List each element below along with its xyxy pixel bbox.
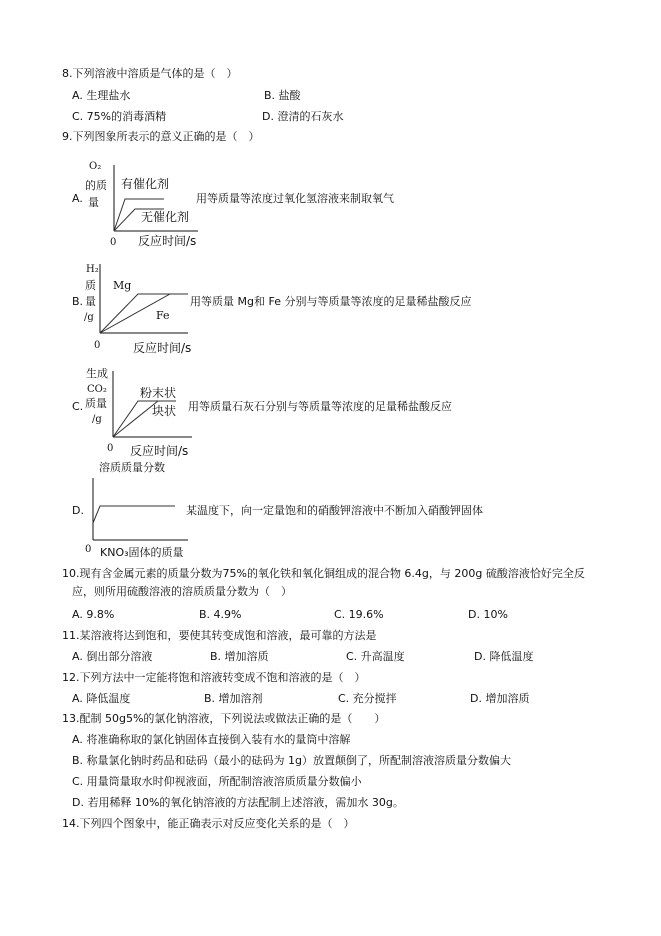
graph-b-ylabel-4: /g bbox=[84, 312, 94, 323]
question-13-stem: 13.配制 50g5%的氯化钠溶液，下列说法或做法正确的是（ ） bbox=[62, 712, 386, 725]
graph-a-origin: 0 bbox=[110, 237, 117, 248]
question-12-stem: 12.下列方法中一定能将饱和溶液转变成不饱和溶液的是（ ） bbox=[62, 671, 366, 684]
graph-d-origin: 0 bbox=[85, 544, 92, 555]
question-11-stem: 11.某溶液将达到饱和，要使其转变成饱和溶液，最可靠的方法是 bbox=[62, 629, 377, 642]
q13-option-c: C. 用量筒量取水时仰视液面，所配制溶液溶质质量分数偏小 bbox=[72, 775, 362, 788]
q13-option-d: D. 若用稀释 10%的氧化钠溶液的方法配制上述溶液，需加水 30g。 bbox=[72, 796, 404, 809]
graph-a-ylabel-3: 量 bbox=[88, 196, 99, 209]
question-8-stem: 8.下列溶液中溶质是气体的是（ ） bbox=[62, 67, 238, 80]
q9-option-a-label: A. bbox=[72, 192, 83, 205]
graph-c-curve-1-label: 粉末状 bbox=[140, 386, 177, 400]
q13-option-b: B. 称量氯化钠时药品和砝码（最小的砝码为 1g）放置颠倒了，所配制溶液溶质量分数偏大 bbox=[72, 754, 512, 767]
q10-option-c: C. 19.6% bbox=[334, 608, 384, 621]
q10-option-d: D. 10% bbox=[468, 608, 508, 621]
graph-b-ylabel-1: H₂ bbox=[86, 264, 99, 275]
graph-d-ylabel: 溶质质量分数 bbox=[99, 461, 165, 474]
q9-option-b-desc: 用等质量 Mg和 Fe 分别与等质量等浓度的足量稀盐酸反应 bbox=[190, 295, 472, 308]
graph-b-ylabel-2: 质 bbox=[85, 279, 96, 292]
graph-a-curve-2-label: 无催化剂 bbox=[141, 210, 190, 224]
graph-c-ylabel-3: 质量 bbox=[85, 397, 107, 410]
q9-option-c-desc: 用等质量石灰石分别与等质量等浓度的足量稀盐酸反应 bbox=[188, 400, 452, 413]
q12-option-c: C. 充分搅拌 bbox=[338, 692, 397, 705]
q12-option-b: B. 增加溶剂 bbox=[204, 692, 263, 705]
graph-c-ylabel-2: CO₂ bbox=[87, 384, 107, 395]
q11-option-b: B. 增加溶质 bbox=[210, 650, 269, 663]
q11-option-c: C. 升高温度 bbox=[346, 650, 405, 663]
q12-option-a: A. 降低温度 bbox=[72, 692, 131, 705]
q9-option-a-desc: 用等质量等浓度过氧化氢溶液来制取氧气 bbox=[196, 192, 394, 205]
graph-a-curve-1-label: 有催化剂 bbox=[121, 177, 170, 191]
question-10-stem-line-1: 10.现有含金属元素的质量分数为75%的氧化铁和氧化铜组成的混合物 6.4g，与 200g 硫酸溶液恰好完全反 bbox=[62, 567, 585, 580]
q8-option-b: B. 盐酸 bbox=[264, 89, 301, 102]
graph-d-xlabel: KNO₃固体的质量 bbox=[100, 546, 184, 559]
graph-b-curve-fe bbox=[100, 294, 188, 333]
graph-c-curve-2-label: 块状 bbox=[152, 404, 177, 418]
graph-b-curve-mg bbox=[100, 294, 188, 333]
q11-option-d: D. 降低温度 bbox=[474, 650, 534, 663]
q13-option-a: A. 将准确称取的氯化钠固体直接倒入装有水的量筒中溶解 bbox=[72, 733, 351, 746]
graph-d-curve bbox=[93, 506, 175, 523]
question-10-stem-line-2: 应，则所用硫酸溶液的溶质质量分数为（ ） bbox=[72, 585, 292, 598]
q9-option-c-label: C. bbox=[72, 400, 84, 413]
question-9-stem: 9.下列图象所表示的意义正确的是（ ） bbox=[62, 130, 260, 143]
graph-b-curve-1-label: Mg bbox=[113, 279, 132, 292]
graph-a-xlabel: 反应时间/s bbox=[138, 234, 197, 248]
q9-option-b-label: B. bbox=[72, 295, 84, 308]
graph-b-origin: 0 bbox=[94, 340, 101, 351]
graph-b-ylabel-3: 量 bbox=[85, 295, 96, 308]
q8-option-a: A. 生理盐水 bbox=[72, 89, 131, 102]
q12-option-d: D. 增加溶质 bbox=[470, 692, 530, 705]
q9-option-d-label: D. bbox=[72, 504, 84, 517]
q8-option-d: D. 澄清的石灰水 bbox=[262, 110, 344, 123]
graph-b-xlabel: 反应时间/s bbox=[133, 341, 192, 355]
graph-c-origin: 0 bbox=[107, 443, 114, 454]
graph-a-ylabel-2: 的质 bbox=[85, 179, 107, 192]
graph-c-xlabel: 反应时间/s bbox=[130, 444, 189, 458]
graph-a-ylabel-1: O₂ bbox=[89, 161, 102, 172]
graph-c-ylabel-1: 生成 bbox=[86, 367, 108, 380]
graph-c-ylabel-4: /g bbox=[92, 414, 102, 425]
graph-b-curve-2-label: Fe bbox=[156, 309, 170, 322]
q10-option-a: A. 9.8% bbox=[72, 608, 115, 621]
question-14-stem: 14.下列四个图象中，能正确表示对反应变化关系的是（ ） bbox=[62, 817, 355, 830]
q8-option-c: C. 75%的消毒酒精 bbox=[72, 110, 167, 123]
q10-option-b: B. 4.9% bbox=[199, 608, 242, 621]
q9-option-d-desc: 某温度下，向一定量饱和的硝酸钾溶液中不断加入硝酸钾固体 bbox=[186, 504, 483, 517]
q11-option-a: A. 倒出部分溶液 bbox=[72, 650, 153, 663]
